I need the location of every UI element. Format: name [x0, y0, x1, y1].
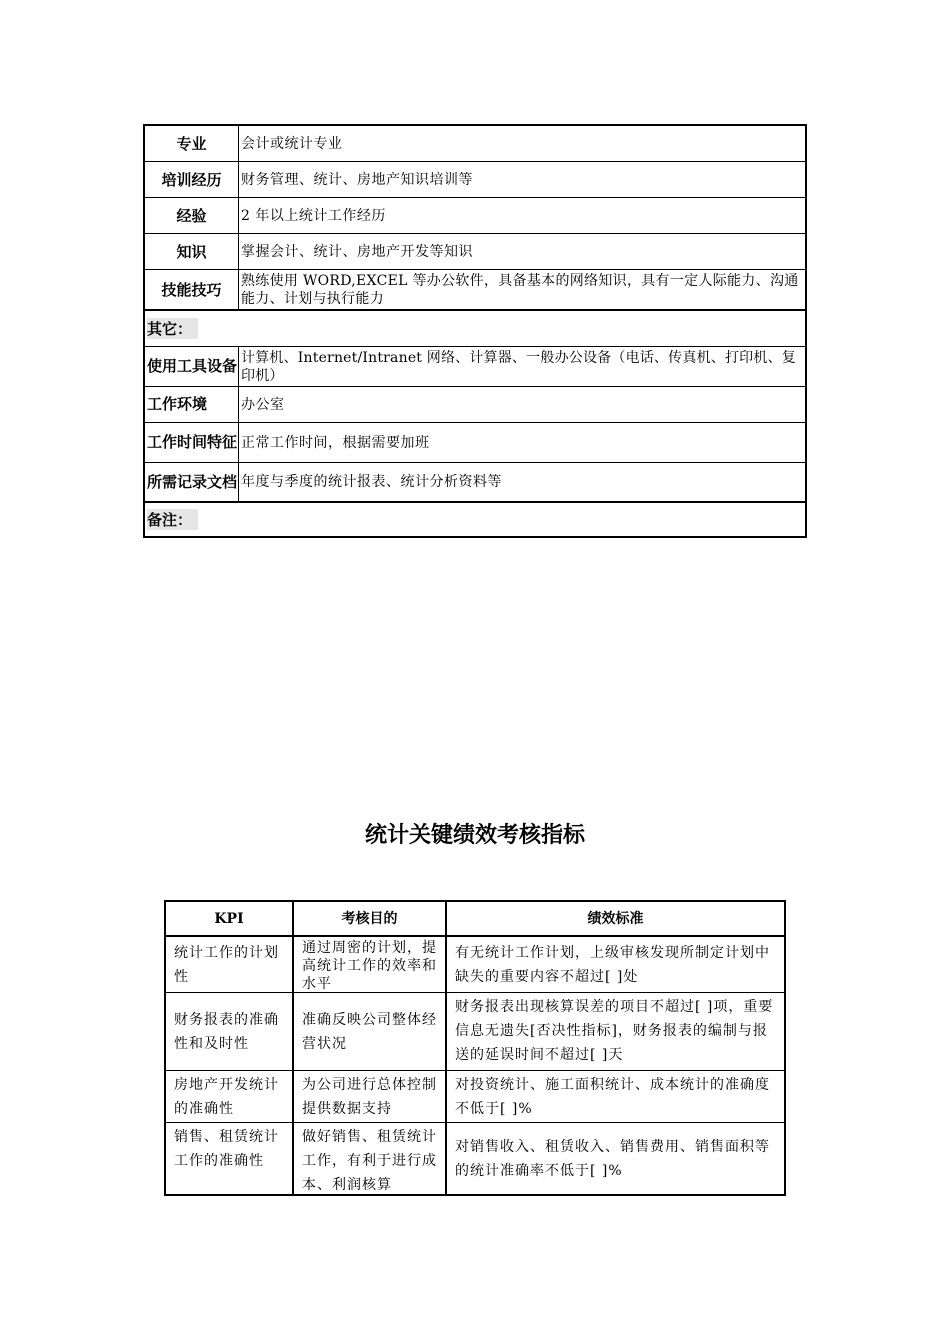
- header-purpose: 考核目的: [294, 902, 447, 935]
- purpose-cell: 准确反映公司整体经营状况: [294, 993, 447, 1070]
- row-value: 财务管理、统计、房地产知识培训等: [241, 171, 473, 188]
- other-header: 其它：: [147, 318, 198, 339]
- purpose-cell: 做好销售、租赁统计工作，有利于进行成本、利润核算: [294, 1123, 447, 1194]
- row-label: 所需记录文档: [145, 463, 239, 501]
- section-header-other: [145, 311, 805, 347]
- row-value: 正常工作时间，根据需要加班: [241, 434, 430, 451]
- table-row: [145, 234, 805, 270]
- row-value: 熟练使用 WORD,EXCEL 等办公软件，具备基本的网络知识，具有一定人际能力、沟通能力、计划与执行能力: [241, 272, 799, 307]
- table-row: [145, 423, 805, 463]
- row-value: 掌握会计、统计、房地产开发等知识: [241, 243, 473, 260]
- table-row: [145, 347, 805, 387]
- row-label: 技能技巧: [145, 270, 239, 309]
- row-value: 年度与季度的统计报表、统计分析资料等: [241, 474, 502, 490]
- row-label: 工作时间特征: [145, 423, 239, 462]
- table-row: [166, 937, 784, 993]
- purpose-cell: 为公司进行总体控制提供数据支持: [294, 1071, 447, 1122]
- standard-cell: 财务报表出现核算误差的项目不超过[ ]项，重要信息无遗失[否决性指标]，财务报表的编制与报送的延误时间不超过[ ]天: [455, 999, 774, 1063]
- row-label: 知识: [145, 234, 239, 269]
- row-label: 专业: [145, 126, 239, 161]
- row-label: 经验: [145, 198, 239, 233]
- table-row: [145, 463, 805, 503]
- table-header-row: [166, 902, 784, 937]
- standard-cell: 对投资统计、施工面积统计、成本统计的准确度不低于[ ]%: [455, 1077, 770, 1117]
- header-kpi: KPI: [166, 902, 294, 935]
- table-row: [166, 1123, 784, 1194]
- table-row: [145, 198, 805, 234]
- row-value: 计算机、Internet/Intranet 网络、计算器、一般办公设备（电话、传真机、打印机、复印机）: [241, 349, 796, 384]
- table-row: [166, 1071, 784, 1123]
- row-label: 使用工具设备: [145, 347, 239, 386]
- table-row: [145, 387, 805, 423]
- table-row: [145, 270, 805, 311]
- row-value: 办公室: [241, 396, 285, 413]
- table-row: [166, 993, 784, 1071]
- standard-cell: 对销售收入、租赁收入、销售费用、销售面积等的统计准确率不低于[ ]%: [455, 1138, 770, 1179]
- section-header-notes: [145, 503, 805, 536]
- table-row: [145, 162, 805, 198]
- kpi-cell: 财务报表的准确性和及时性: [166, 993, 294, 1070]
- kpi-table: [164, 900, 786, 1196]
- row-value: 2 年以上统计工作经历: [241, 207, 386, 224]
- table-row: [145, 126, 805, 162]
- job-requirements-table: [143, 124, 807, 538]
- header-standard: 绩效标准: [587, 910, 644, 927]
- kpi-cell: 销售、租赁统计工作的准确性: [166, 1123, 294, 1194]
- kpi-cell: 房地产开发统计的准确性: [166, 1071, 294, 1122]
- row-label: 工作环境: [145, 387, 239, 422]
- purpose-cell: 通过周密的计划，提高统计工作的效率和水平: [294, 937, 447, 992]
- row-value: 会计或统计专业: [241, 135, 343, 152]
- row-label: 培训经历: [145, 162, 239, 197]
- notes-header: 备注：: [147, 509, 198, 530]
- kpi-title: 统计关键绩效考核指标: [364, 823, 585, 848]
- standard-cell: 有无统计工作计划，上级审核发现所制定计划中缺失的重要内容不超过[ ]处: [455, 944, 770, 985]
- kpi-cell: 统计工作的计划性: [166, 937, 294, 992]
